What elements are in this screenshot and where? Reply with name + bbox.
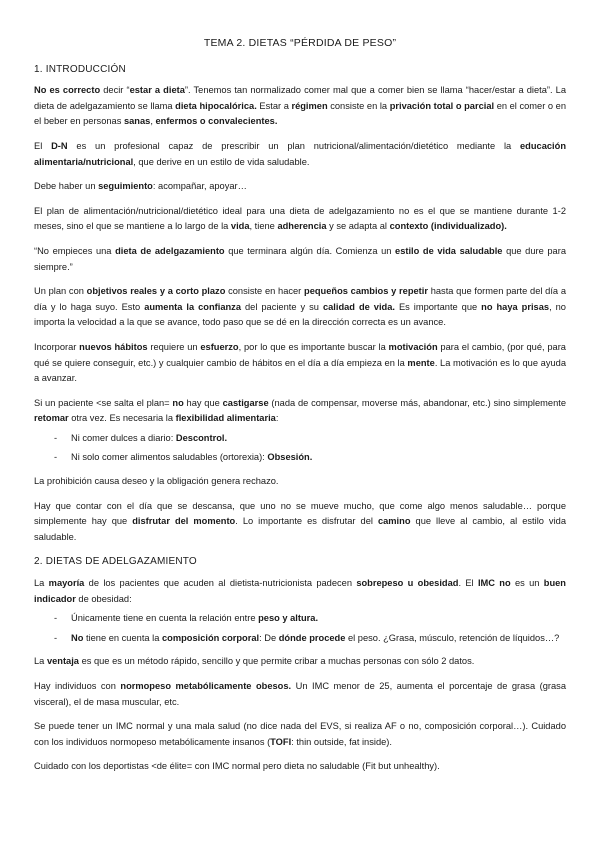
paragraph-quote: “No empieces una dieta de adelgazamiento que terminara algún día. Comienza un estilo de vida saludable que dure para siempre.” (34, 245, 566, 272)
paragraph-ventaja: La ventaja es que es un método rápido, sencillo y que permite cribar a muchas personas con sólo 2 datos. (34, 656, 475, 667)
paragraph-seguimiento: Debe haber un seguimiento: acompañar, apoyar… (34, 181, 247, 192)
page-title: TEMA 2. DIETAS “PÉRDIDA DE PESO” (203, 37, 397, 49)
list-item: - Ni solo comer alimentos saludables (ortorexia): Obsesión. (54, 452, 313, 463)
flexibility-list (34, 431, 566, 466)
paragraph-flexibilidad: Si un paciente <se salta el plan= no hay que castigarse (nada de compensar, moverse más, abandonar, etc.) sino simplemente retomar otra vez. Es necesaria la flexibilidad alimentaria: (34, 397, 567, 424)
paragraph-prohibicion: La prohibición causa deseo y la obligación genera rechazo. (34, 476, 279, 487)
section-heading-dietas-adelgazamiento: 2. DIETAS DE ADELGAZAMIENTO (34, 556, 197, 568)
paragraph-disfrutar: Hay que contar con el día que se descansa, que uno no se mueve mucho, que come algo menos saludable… porque simplemente hay que disfrutar del momento. Lo importante es disfrutar del camino que lleve al cambio, al estilo vida saludable. (34, 500, 566, 542)
list-item: - No tiene en cuenta la composición corporal: De dónde procede el peso. ¿Grasa, músculo, retención de líquidos…? (54, 632, 560, 643)
paragraph-dietista-nutricionista: El D-N es un profesional capaz de prescribir un plan nutricional/alimentación/dietético mediante la educación alimentaria/nutricional, que derive en un estilo de vida saludable. (34, 140, 566, 167)
section-heading-introduccion: 1. INTRODUCCIÓN (34, 63, 126, 75)
list-item: - Únicamente tiene en cuenta la relación entre peso y altura. (54, 613, 319, 624)
paragraph-dieta-definicion: No es correcto decir “estar a dieta”. Tenemos tan normalizado comer mal que a comer bien se llama “hacer/estar a dieta”. La dieta de adelgazamiento se llama dieta hipocalórica. Estar a régimen consiste en la privación total o parcial en el comer o en el beber en personas sanas, enfermos o convalecientes. (34, 85, 567, 127)
list-item: - Ni comer dulces a diario: Descontrol. (54, 432, 228, 443)
paragraph-deportistas: Cuidado con los deportistas <de élite= con IMC normal pero dieta no saludable (Fit but unhealthy). (34, 761, 440, 772)
imc-list (34, 611, 566, 646)
paragraph-nuevos-habitos: Incorporar nuevos hábitos requiere un esfuerzo, por lo que es importante buscar la motivación para el cambio, (por qué, para qué se quiere conseguir, etc.) y cualquier cambio de hábitos en el día a día empieza en la mente. La motivación es lo que ayuda a avanzar. (34, 341, 567, 384)
paragraph-objetivos: Un plan con objetivos reales y a corto plazo consiste en hacer pequeños cambios y repetir hasta que formen parte del día a día y lo haga suyo. Esto aumenta la confianza del paciente y su calidad de vida. Es importante que no haya prisas, no importa la velocidad a la que se avance, todo paso que se dé en la dirección correcta es un avance. (34, 286, 566, 328)
paragraph-tofi: Se puede tener un IMC normal y una mala salud (no dice nada del EVS, si realiza AF o no, composición corporal…). Cuidado con los individuos normopeso metabólicamente insanos (TOFI: thin outside, fat inside). (34, 721, 566, 747)
paragraph-plan-ideal: El plan de alimentación/nutricional/dietético ideal para una dieta de adelgazamiento no es el que se mantiene durante 1-2 meses, sino el que se mantiene a lo largo de la vida, tiene adherencia y se adapta al contexto (individualizado). (34, 205, 566, 232)
paragraph-normopeso: Hay individuos con normopeso metabólicamente obesos. Un IMC menor de 25, aumenta el porcentaje de grasa (grasa visceral), el de masa muscular, etc. (34, 681, 566, 707)
paragraph-imc-intro: La mayoría de los pacientes que acuden al dietista-nutricionista padecen sobrepeso u obesidad. El IMC no es un buen indicador de obesidad: (34, 578, 566, 604)
